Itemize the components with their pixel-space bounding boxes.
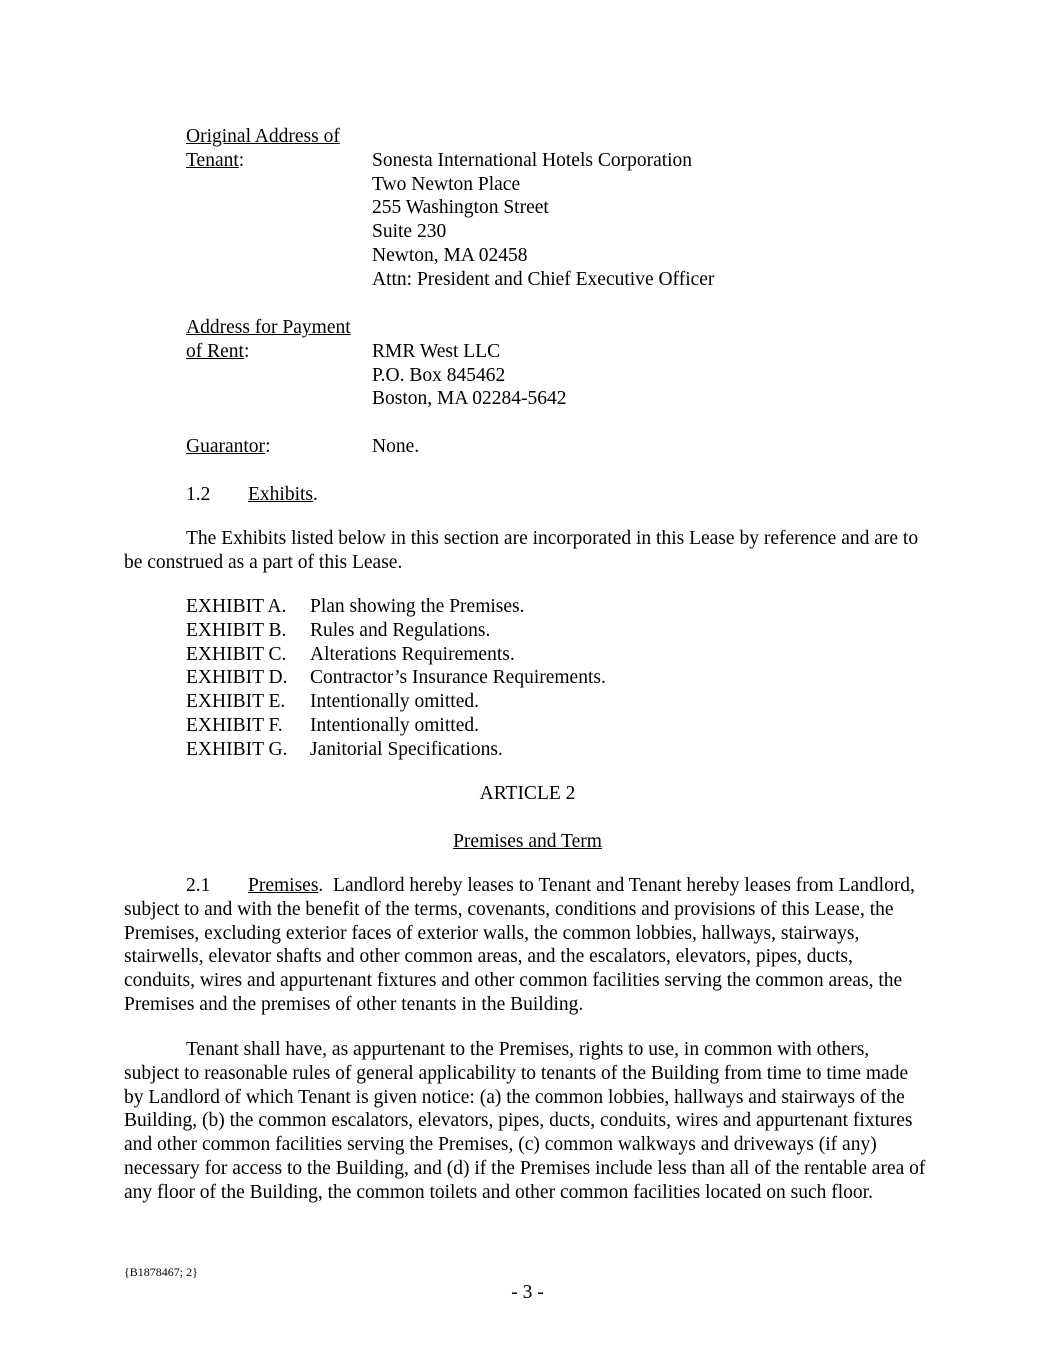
exhibit-key: EXHIBIT B. bbox=[186, 619, 287, 641]
exhibit-row bbox=[186, 643, 606, 667]
rent-address-label: Address for Payment of Rent: bbox=[186, 317, 351, 362]
tenant-address-label: Original Address of Tenant: bbox=[186, 126, 340, 171]
exhibit-desc: Contractor’s Insurance Requirements. bbox=[310, 667, 606, 689]
tenant-label-line1: Original Address of bbox=[186, 126, 340, 147]
exhibit-row bbox=[186, 738, 606, 762]
exhibit-key: EXHIBIT D. bbox=[186, 667, 288, 689]
exhibit-row bbox=[186, 690, 606, 714]
tenant-label-line2: Tenant bbox=[186, 149, 239, 171]
exhibit-key: EXHIBIT F. bbox=[186, 714, 283, 736]
rights-text: Tenant shall have, as appurtenant to the Premises, rights to use, in common with others, subject to reasonable rules of general applicability to tenants of the Building from time to time made by Landlord of which Tenant is given notice: (a) the common lobbies, hallways and stairways of the Building, (b) the common escalators, elevators, pipes, ducts, conduits, wires and appurtenant fixtures and other common facilities serving the Premises, (c) common walkways and driveways (if any) necessary for access to the Building, and (d) if the Premises include less than all of the rentable area of any floor of the Building, the common toilets and other common facilities located on such floor. bbox=[124, 1039, 926, 1203]
exhibit-desc: Janitorial Specifications. bbox=[310, 738, 503, 760]
rent-address-line: Boston, MA 02284-5642 bbox=[372, 388, 567, 410]
guarantor-value: None. bbox=[372, 436, 420, 457]
page-number: - 3 - bbox=[511, 1282, 544, 1303]
exhibit-key: EXHIBIT E. bbox=[186, 691, 286, 713]
guarantor-label: Guarantor bbox=[186, 436, 266, 457]
exhibit-desc: Intentionally omitted. bbox=[310, 691, 479, 713]
section-2-1-body: Landlord hereby leases to Tenant and Tenant hereby leases from Landlord, subject to and with the benefit of the terms, covenants, conditions and provisions of this Lease, the Premises, excluding exterior faces of exterior walls, the common lobbies, hallways, stairways, stairwells, elevator shafts and other common areas, and the escalators, elevators, pipes, ducts, conduits, wires and appurtenant fixtures and other common facilities serving the common areas, the Premises and the premises of other tenants in the Building. bbox=[124, 875, 915, 1015]
tenant-address-line: Sonesta International Hotels Corporation bbox=[372, 149, 693, 171]
rent-address-lines bbox=[372, 340, 912, 411]
exhibit-row bbox=[186, 619, 606, 643]
exhibit-key: EXHIBIT C. bbox=[186, 643, 287, 665]
exhibit-key: EXHIBIT G. bbox=[186, 738, 288, 760]
rights-paragraph bbox=[124, 1038, 926, 1205]
rent-label-line1: Address for Payment bbox=[186, 317, 351, 338]
exhibit-desc: Plan showing the Premises. bbox=[310, 596, 525, 617]
rent-address-block bbox=[186, 316, 906, 416]
article-subheading: Premises and Term bbox=[453, 831, 602, 852]
exhibit-row bbox=[186, 595, 606, 619]
exhibit-row bbox=[186, 714, 606, 738]
rent-label-line2: of Rent bbox=[186, 340, 244, 362]
exhibits-list bbox=[186, 595, 606, 762]
article-subheading-wrap bbox=[0, 830, 1055, 854]
rent-address-line: RMR West LLC bbox=[372, 340, 501, 362]
tenant-address-line: 255 Washington Street bbox=[372, 197, 549, 219]
exhibits-intro-paragraph bbox=[124, 527, 926, 575]
exhibit-desc: Intentionally omitted. bbox=[310, 714, 479, 736]
tenant-address-line: Suite 230 bbox=[372, 221, 447, 243]
tenant-address-block bbox=[186, 125, 906, 295]
document-id: {B1878467; 2} bbox=[124, 1265, 198, 1279]
section-1-2-heading: 1.2 Exhibits. bbox=[186, 484, 318, 505]
tenant-address-line: Newton, MA 02458 bbox=[372, 244, 528, 266]
section-1-2-number: 1.2 bbox=[186, 484, 211, 505]
section-2-1-title: Premises bbox=[248, 875, 319, 896]
section-2-1-number: 2.1 bbox=[186, 875, 211, 896]
tenant-address-line: Two Newton Place bbox=[372, 173, 521, 195]
exhibit-desc: Alterations Requirements. bbox=[310, 643, 515, 665]
exhibits-intro-text: The Exhibits listed below in this section are incorporated in this Lease by reference and are to be construed as a part of this Lease. bbox=[124, 528, 919, 573]
exhibit-row bbox=[186, 666, 606, 690]
rent-address-line: P.O. Box 845462 bbox=[372, 364, 506, 386]
guarantor-block: Guarantor: None. bbox=[186, 435, 906, 459]
tenant-address-lines bbox=[372, 149, 912, 292]
article-heading: ARTICLE 2 bbox=[479, 783, 576, 804]
section-1-2-title: Exhibits bbox=[248, 484, 314, 505]
section-2-1-paragraph: 2.1 Premises. Landlord hereby leases to Tenant and Tenant hereby leases from Landlord, subject to and with the benefit of the terms, covenants, conditions and provisions of this Lease, the Premises, excluding exterior faces of exterior walls, the common lobbies, hallways, stairways, stairwells, elevator shafts and other common areas, and the escalators, elevators, pipes, ducts, conduits, wires and appurtenant fixtures and other common facilities serving the common areas, the Premises and the premises of other tenants in the Building. bbox=[124, 875, 915, 1015]
tenant-address-line: Attn: President and Chief Executive Officer bbox=[372, 268, 715, 290]
exhibit-desc: Rules and Regulations. bbox=[310, 619, 491, 641]
exhibit-key: EXHIBIT A. bbox=[186, 596, 287, 617]
